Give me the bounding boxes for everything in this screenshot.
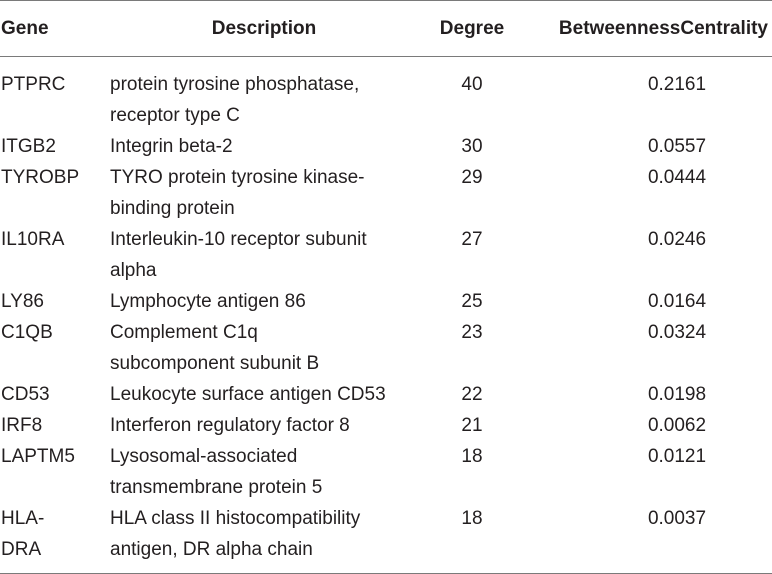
description-line: subcomponent subunit B [110,353,320,374]
description-line: receptor type C [110,105,240,126]
gene-cell: LY86 [1,291,44,312]
description-line: Interleukin-10 receptor subunit [110,229,367,250]
description-line: binding protein [110,198,235,219]
description-cell [106,162,422,224]
header-description: Description [106,1,422,57]
description-cell [106,410,422,441]
description-cell [106,286,422,317]
description-line: protein tyrosine phosphatase, [110,74,360,95]
betweenness-cell: 0.2161 [647,74,707,95]
betweenness-cell: 0.0246 [647,229,707,250]
table-row [0,162,772,224]
table-row [0,503,772,574]
description-line: Integrin beta-2 [110,136,233,157]
description-line: antigen, DR alpha chain [110,539,313,560]
betweenness-cell: 0.0164 [647,291,707,312]
degree-cell: 21 [461,415,483,436]
degree-cell: 25 [461,291,483,312]
description-cell [106,224,422,286]
table-header [0,1,772,57]
description-line: HLA class II histocompatibility [110,508,361,529]
header-degree: Degree [422,1,522,57]
betweenness-cell: 0.0557 [647,136,707,157]
betweenness-cell: 0.0062 [647,415,707,436]
gene-cell: C1QB [1,322,53,343]
betweenness-cell: 0.0324 [647,322,707,343]
gene-cell: ITGB2 [1,136,56,157]
table-row [0,410,772,441]
table-row [0,441,772,503]
table-row [0,379,772,410]
degree-cell: 27 [461,229,483,250]
description-line: Lysosomal-associated [110,446,298,467]
table-row [0,57,772,132]
gene-cell: IRF8 [1,415,43,436]
description-cell [106,503,422,574]
table-row [0,131,772,162]
header-row [0,1,772,57]
betweenness-cell: 0.0198 [647,384,707,405]
gene-cell: TYROBP [1,167,80,188]
description-line: transmembrane protein 5 [110,477,323,498]
description-line: Leukocyte surface antigen CD53 [110,384,386,405]
description-cell [106,317,422,379]
description-line: Lymphocyte antigen 86 [110,291,306,312]
degree-cell: 30 [461,136,483,157]
degree-cell: 22 [461,384,483,405]
table-body [0,57,772,574]
gene-cell: IL10RA [1,229,65,250]
description-cell [106,131,422,162]
description-cell [106,441,422,503]
description-cell [106,379,422,410]
description-line: Complement C1q [110,322,258,343]
gene-line: HLA- [1,508,45,529]
header-betweenness-centrality: BetweennessCentrality [522,1,772,57]
degree-cell: 18 [461,446,483,467]
description-line: alpha [110,260,157,281]
table-row [0,224,772,286]
betweenness-cell: 0.0037 [522,503,772,574]
gene-cell: LAPTM5 [1,446,75,467]
gene-cell [0,503,106,574]
degree-cell: 40 [461,74,483,95]
gene-cell: PTPRC [1,74,66,95]
degree-cell: 23 [461,322,483,343]
degree-cell: 29 [461,167,483,188]
description-line: TYRO protein tyrosine kinase- [110,167,365,188]
table-row [0,317,772,379]
table-row [0,286,772,317]
gene-line: DRA [1,539,42,560]
betweenness-cell: 0.0444 [647,167,707,188]
description-line: Interferon regulatory factor 8 [110,415,350,436]
degree-cell: 18 [422,503,522,574]
betweenness-cell: 0.0121 [647,446,707,467]
header-gene: Gene [0,1,106,57]
description-cell [106,57,422,132]
gene-cell: CD53 [1,384,50,405]
